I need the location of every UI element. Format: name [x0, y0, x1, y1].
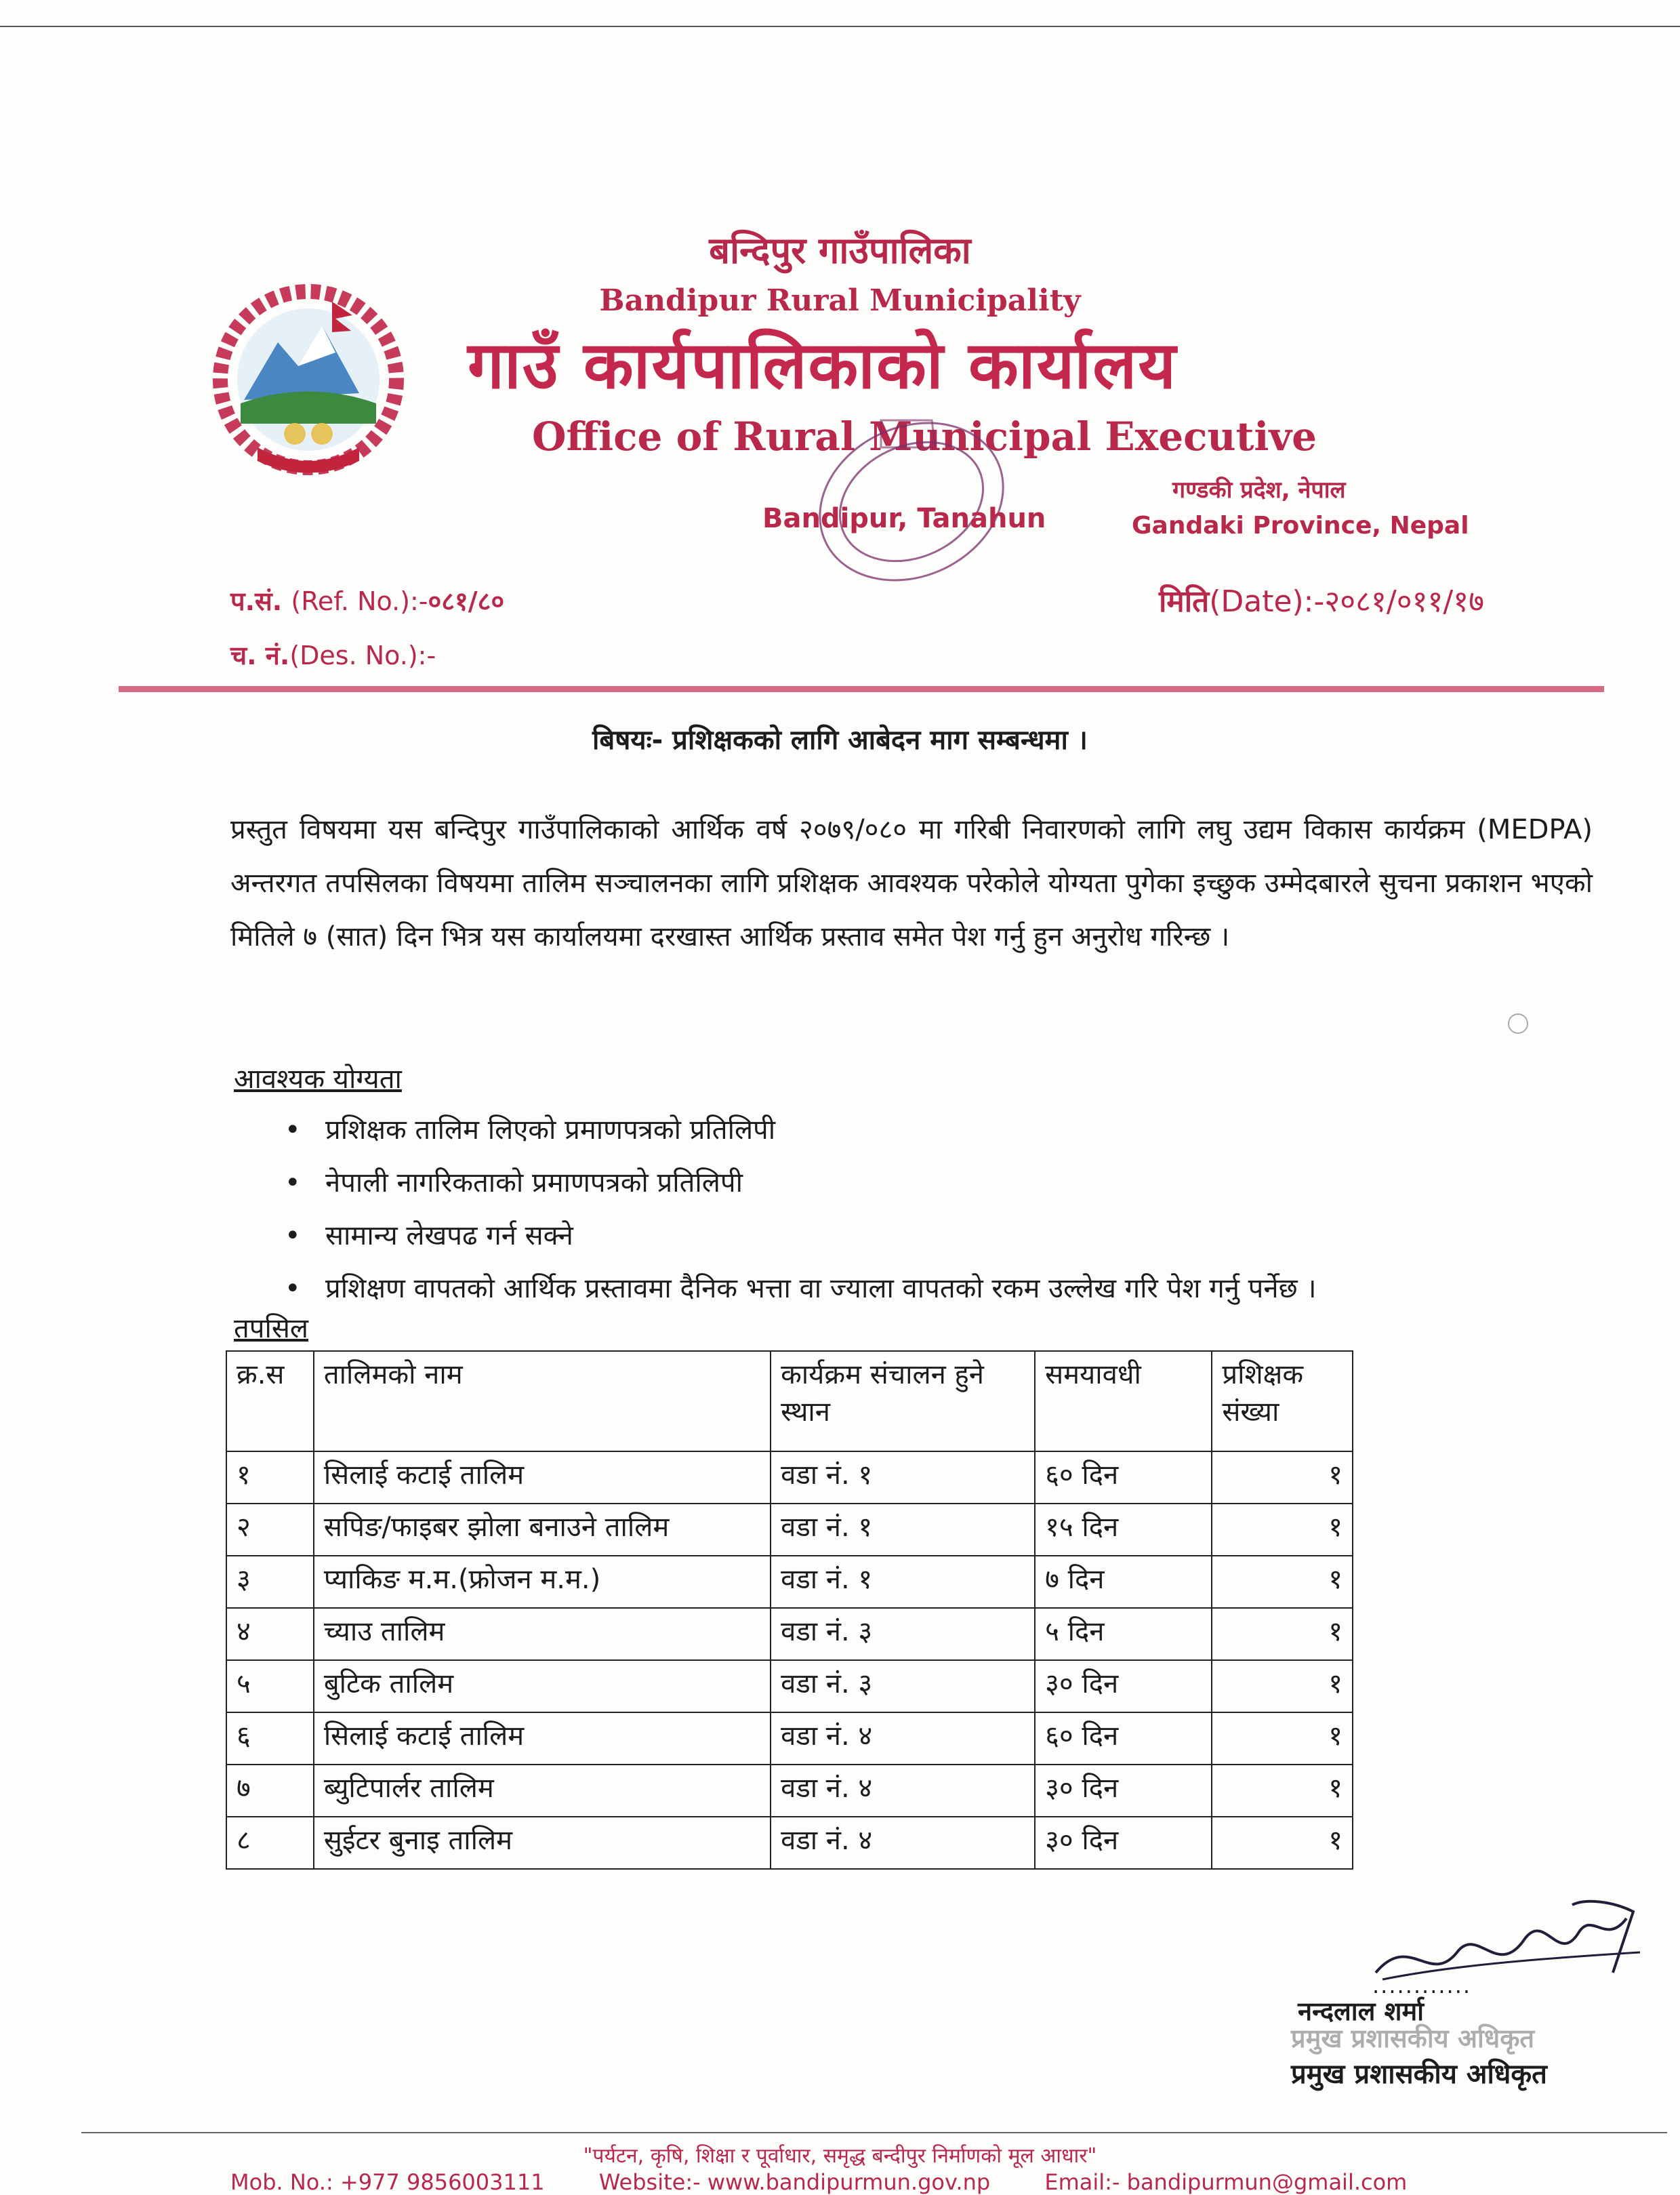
date-value: २०८१/०११/१७ [1324, 584, 1484, 619]
municipality-name-np: बन्दिपुर गाउँपालिका [709, 229, 971, 272]
cell-duration: ५ दिन [1035, 1608, 1212, 1660]
cell-sn: २ [226, 1504, 314, 1556]
cell-training: ब्युटिपार्लर तालिम [314, 1765, 771, 1817]
footer-divider [81, 2132, 1667, 2133]
place-name-en: Bandipur, Tanahun [762, 503, 1046, 534]
cell-trainers: १ [1212, 1608, 1353, 1660]
footer-website[interactable]: Website:- www.bandipurmun.gov.np [598, 2169, 991, 2195]
cell-training: सपिङ/फाइबर झोला बनाउने तालिम [314, 1504, 771, 1556]
cell-location: वडा नं. ४ [771, 1817, 1035, 1869]
table-row [226, 1660, 1353, 1712]
cell-sn: १ [226, 1451, 314, 1504]
schedule-title: तपसिल [234, 1313, 309, 1344]
cell-trainers: १ [1212, 1817, 1353, 1869]
cell-sn: ५ [226, 1660, 314, 1712]
list-item: • नेपाली नागरिकताको प्रमाणपत्रको प्रतिलिपी [285, 1156, 1613, 1209]
header-divider [119, 686, 1604, 692]
des-label: च. नं. [230, 641, 290, 670]
table-row [226, 1608, 1353, 1660]
des-label-en: (Des. No.):- [289, 641, 436, 670]
cell-duration: ६० दिन [1035, 1451, 1212, 1504]
top-border [0, 26, 1680, 27]
cell-duration: ६० दिन [1035, 1712, 1212, 1765]
cell-sn: ३ [226, 1556, 314, 1608]
cell-training: प्याकिङ म.म.(फ्रोजन म.म.) [314, 1556, 771, 1608]
province-np: गण्डकी प्रदेश, नेपाल [1172, 477, 1346, 504]
header-cell-sn: क्र.स [226, 1351, 314, 1451]
scan-mark [1508, 1013, 1528, 1034]
table-row [226, 1817, 1353, 1869]
qualifications-list [285, 1104, 1613, 1315]
date-label: मिति [1159, 584, 1210, 619]
header-cell-trainers: प्रशिक्षक संख्या [1212, 1351, 1353, 1451]
cell-location: वडा नं. ४ [771, 1765, 1035, 1817]
cell-duration: ३० दिन [1035, 1765, 1212, 1817]
header-cell-training: तालिमको नाम [314, 1351, 771, 1451]
cell-location: वडा नं. १ [771, 1556, 1035, 1608]
cell-sn: ६ [226, 1712, 314, 1765]
cell-location: वडा नं. ४ [771, 1712, 1035, 1765]
cell-sn: ४ [226, 1608, 314, 1660]
cell-trainers: १ [1212, 1765, 1353, 1817]
footer-contact [230, 2169, 1518, 2195]
table-row [226, 1556, 1353, 1608]
letter-date [1159, 580, 1484, 620]
date-label-en: (Date):- [1209, 584, 1325, 619]
signatory-title: प्रमुख प्रशासकीय अधिकृत [1291, 2059, 1547, 2090]
cell-training: सुईटर बुनाइ तालिम [314, 1817, 771, 1869]
signatory-name: नन्दलाल शर्मा [1298, 1996, 1425, 2026]
office-name-en: Office of Rural Municipal Executive [532, 414, 1317, 460]
table-row [226, 1712, 1353, 1765]
ref-label: प.सं. [230, 586, 283, 616]
cell-trainers: १ [1212, 1556, 1353, 1608]
qualifications-title: आवश्यक योग्यता [234, 1064, 402, 1095]
office-name-np: गाउँ कार्यपालिकाको कार्यालय [468, 327, 1178, 403]
cell-duration: ७ दिन [1035, 1556, 1212, 1608]
cell-sn: ८ [226, 1817, 314, 1869]
header-cell-location: कार्यक्रम संचालन हुने स्थान [771, 1351, 1035, 1451]
dispatch-number [230, 637, 436, 672]
cell-training: च्याउ तालिम [314, 1608, 771, 1660]
cell-location: वडा नं. ३ [771, 1660, 1035, 1712]
cell-trainers: १ [1212, 1451, 1353, 1504]
cell-location: वडा नं. १ [771, 1451, 1035, 1504]
cell-trainers: १ [1212, 1660, 1353, 1712]
letter-body: प्रस्तुत विषयमा यस बन्दिपुर गाउँपालिकाको आर्थिक वर्ष २०७९/०८० मा गरिबी निवारणको लागि लघु उद्यम विकास कार्यक्रम (MEDPA) अन्तरगत तपसिलका विषयमा तालिम सञ्चालनका लागि प्रशिक्षक आवश्यक परेकोले योग्यता पुगेका इच्छुक उम्मेदबारले सुचना प्रकाशन भएको मितिले ७ (सात) दिन भित्र यस कार्यालयमा दरखास्त आर्थिक प्रस्ताव समेत पेश गर्नु हुन अनुरोध गरिन्छ । [230, 814, 1593, 952]
cell-sn: ७ [226, 1765, 314, 1817]
ref-label-en: (Ref. No.):- [291, 586, 428, 616]
cell-duration: ३० दिन [1035, 1660, 1212, 1712]
cell-duration: ३० दिन [1035, 1817, 1212, 1869]
table-header-row [226, 1351, 1353, 1451]
list-item: • सामान्य लेखपढ गर्न सक्ने [285, 1209, 1613, 1262]
reference-number [230, 583, 504, 618]
table-row [226, 1504, 1353, 1556]
letter-subject: बिषयः- प्रशिक्षकको लागि आबेदन माग सम्बन्धमा । [592, 725, 1088, 756]
cell-trainers: १ [1212, 1712, 1353, 1765]
table-row [226, 1765, 1353, 1817]
table-row [226, 1451, 1353, 1504]
cell-duration: १५ दिन [1035, 1504, 1212, 1556]
cell-training: सिलाई कटाई तालिम [314, 1451, 771, 1504]
list-item: • प्रशिक्षक तालिम लिएको प्रमाणपत्रको प्रतिलिपी [285, 1104, 1613, 1156]
list-item: • प्रशिक्षण वापतको आर्थिक प्रस्तावमा दैनिक भत्ता वा ज्याला वापतको रकम उल्लेख गरि पेश गर्नु पर्नेछ । [285, 1262, 1613, 1315]
ref-value: ०८१/८० [428, 586, 505, 616]
province-en: Gandaki Province, Nepal [1132, 512, 1469, 540]
footer-motto: "पर्यटन, कृषि, शिक्षा र पूर्वाधार, समृद्ध बन्दीपुर निर्माणको मूल आधार" [583, 2144, 1097, 2168]
training-schedule-table [226, 1350, 1353, 1870]
signatory-title-stamp: प्रमुख प्रशासकीय अधिकृत [1291, 2023, 1535, 2053]
cell-location: वडा नं. १ [771, 1504, 1035, 1556]
cell-location: वडा नं. ३ [771, 1608, 1035, 1660]
header-cell-duration: समयावधी [1035, 1351, 1212, 1451]
signature-line: ............ [1372, 1973, 1472, 1998]
footer-email[interactable]: Email:- bandipurmun@gmail.com [1044, 2169, 1408, 2195]
municipality-name-en: Bandipur Rural Municipality [599, 283, 1081, 318]
cell-trainers: १ [1212, 1504, 1353, 1556]
cell-training: सिलाई कटाई तालिम [314, 1712, 771, 1765]
footer-mobile: Mob. No.: +977 9856003111 [230, 2169, 545, 2195]
cell-training: बुटिक तालिम [314, 1660, 771, 1712]
